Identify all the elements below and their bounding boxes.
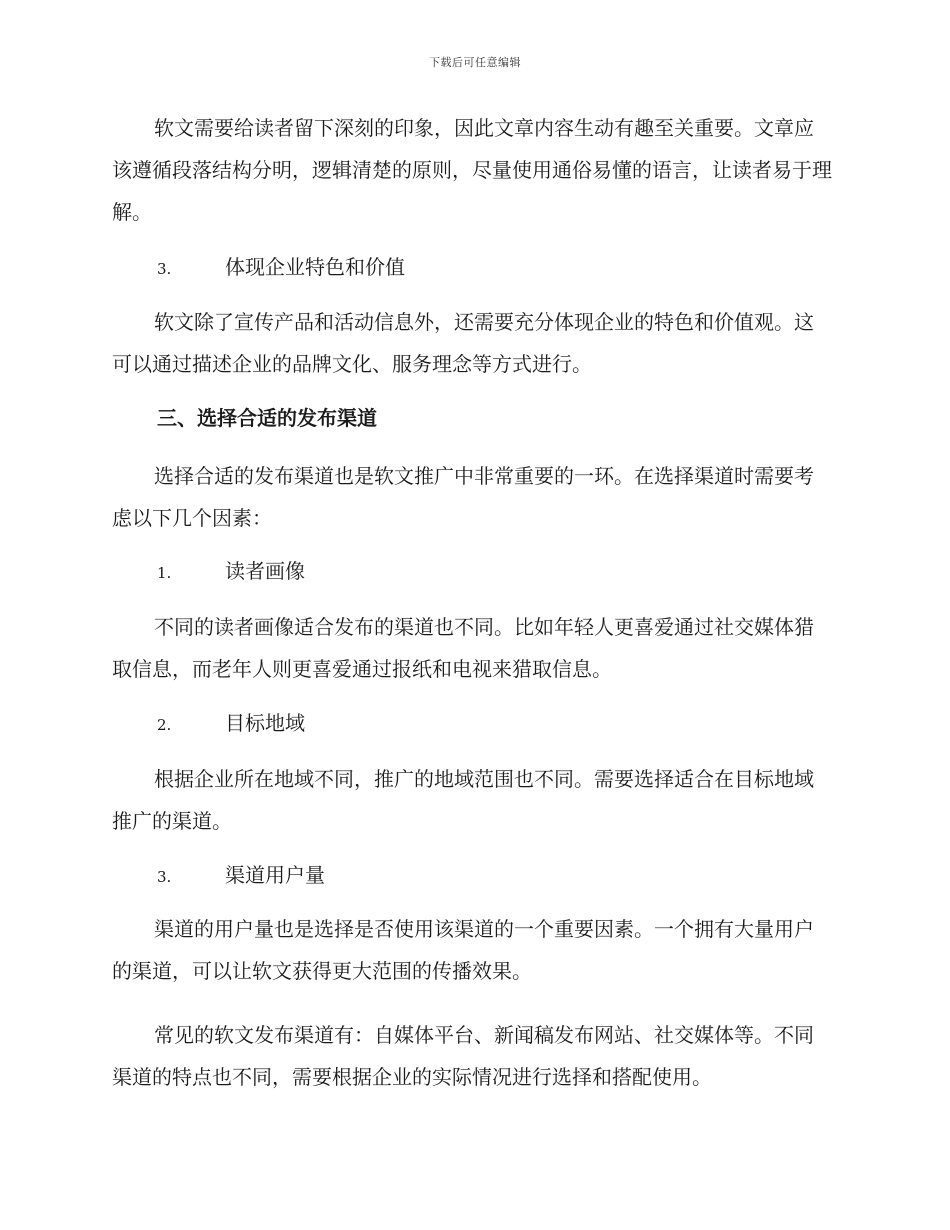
list-item-channel-users — [157, 860, 325, 892]
paragraph-channel-users: 渠道的用户量也是选择是否使用该渠道的一个重要因素。一个拥有大量用户的渠道，可以让软文获得更大范围的传播效果。 — [112, 917, 814, 983]
list-number: 2. — [157, 716, 172, 734]
list-number: 3. — [157, 868, 172, 886]
paragraph-common-channels: 常见的软文发布渠道有：自媒体平台、新闻稿发布网站、社交媒体等。不同渠道的特点也不同，需要根据企业的实际情况进行选择和搭配使用。 — [112, 1023, 814, 1089]
list-number: 3. — [157, 260, 172, 278]
list-number: 1. — [157, 564, 172, 582]
list-item-target-region — [157, 708, 305, 740]
page-header: 下载后可任意编辑 — [429, 56, 521, 69]
list-item-reader-profile — [157, 556, 305, 588]
section-heading-channels: 三、选择合适的发布渠道 — [157, 406, 377, 430]
list-label: 渠道用户量 — [225, 863, 325, 887]
list-label: 目标地域 — [225, 711, 305, 735]
paragraph-channel-intro: 选择合适的发布渠道也是软文推广中非常重要的一环。在选择渠道时需要考虑以下几个因素： — [112, 464, 814, 530]
list-label: 体现企业特色和价值 — [225, 255, 405, 279]
paragraph-enterprise-value: 软文除了宣传产品和活动信息外，还需要充分体现企业的特色和价值观。这可以通过描述企业的品牌文化、服务理念等方式进行。 — [112, 310, 814, 376]
list-label: 读者画像 — [225, 559, 305, 583]
paragraph-reader-profile: 不同的读者画像适合发布的渠道也不同。比如年轻人更喜爱通过社交媒体猎取信息，而老年人则更喜爱通过报纸和电视来猎取信息。 — [112, 615, 814, 681]
paragraph-target-region: 根据企业所在地域不同，推广的地域范围也不同。需要选择适合在目标地域推广的渠道。 — [112, 767, 814, 833]
paragraph-article-style: 软文需要给读者留下深刻的印象，因此文章内容生动有趣至关重要。文章应该遵循段落结构分明，逻辑清楚的原则，尽量使用通俗易懂的语言，让读者易于理解。 — [112, 116, 832, 224]
list-item-enterprise-value — [157, 252, 405, 284]
